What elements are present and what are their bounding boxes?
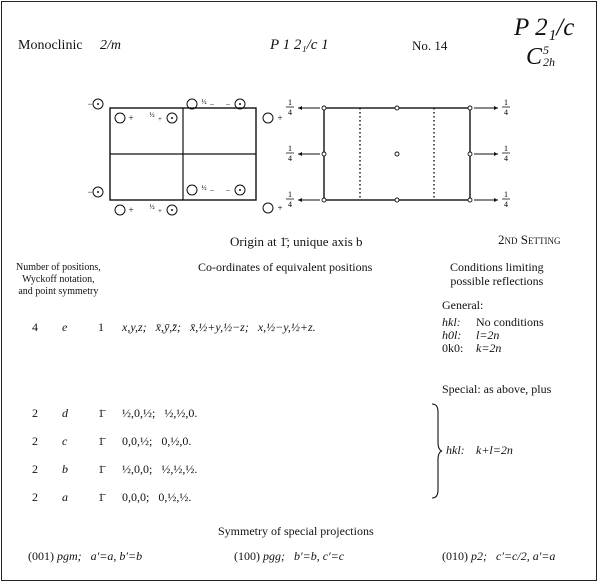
general-position-row [32, 320, 316, 335]
inversion-centre [468, 152, 472, 156]
projection-axis: (100) [234, 549, 260, 563]
coordinates: 0,0,½; 0,½,0. [122, 434, 192, 448]
inversion-centre [468, 106, 472, 110]
arrow-head [298, 198, 302, 202]
right-column-heading [450, 260, 544, 288]
minus-sign: − [87, 99, 93, 109]
inversion-centre [395, 106, 399, 110]
arrow-head [494, 152, 498, 156]
special-position-row [32, 490, 192, 505]
symmetry-elements-diagram [284, 90, 524, 222]
coordinates: ½,0,0; ½,½,½. [122, 462, 198, 476]
multiplicity: 2 [32, 434, 38, 448]
hm-symbol: P 1 2₁/c 1 [270, 37, 329, 53]
half-label: ½ [149, 203, 155, 211]
curly-brace [430, 402, 444, 500]
plus-sign: + [128, 113, 134, 123]
multiplicity: 2 [32, 462, 38, 476]
minus-sign: − [225, 100, 231, 109]
coordinates: ½,0,½; ½,½,0. [122, 406, 198, 420]
plus-sign: + [128, 205, 134, 215]
projection-group: pgg; [263, 549, 285, 563]
condition-index: hkl: [446, 443, 465, 457]
condition-rule: k=2n [476, 341, 502, 355]
quarter-num: 1 [288, 190, 292, 199]
plus-sign: + [277, 203, 283, 213]
comma-mark [239, 103, 241, 105]
heading-line: Number of positions, [16, 262, 101, 273]
minus-sign: − [209, 100, 215, 109]
origin-line: Origin at 1̄; unique axis b [230, 234, 363, 249]
condition-index: 0k0: [442, 341, 464, 355]
projection-relation: b′=b, c′=c [294, 549, 345, 563]
half-label: ½ [201, 98, 207, 106]
heading-line: Conditions limiting [450, 260, 544, 274]
middle-column-heading: Co-ordinates of equivalent positions [198, 260, 373, 274]
comma-mark [171, 209, 173, 211]
projection-group: pgm; [57, 549, 82, 563]
inversion-centre [322, 106, 326, 110]
projection-axis: (010) [442, 549, 468, 563]
brace-path [432, 404, 442, 498]
space-group-page [1, 1, 597, 581]
quarter-den: 4 [288, 200, 292, 209]
group-number: No. 14 [412, 38, 448, 53]
wyckoff-letter: e [62, 320, 68, 334]
short-symbol: P 2₁/c [514, 14, 575, 41]
arrow-head [298, 152, 302, 156]
quarter-den: 4 [504, 154, 508, 163]
plus-sign: + [158, 207, 162, 215]
heading-line: Wyckoff notation, [22, 274, 95, 285]
projection-item [442, 549, 555, 564]
general-positions-diagram [82, 90, 292, 222]
inversion-centres [322, 106, 472, 202]
quarter-den: 4 [504, 200, 508, 209]
plus-sign: + [277, 113, 283, 123]
inversion-centre [395, 152, 399, 156]
multiplicity: 2 [32, 406, 38, 420]
coordinates: x,y,z; x̄,ȳ,z̄; x̄,½+y,½−z; x,½−y,½+z. [122, 320, 316, 334]
special-condition [446, 443, 513, 458]
position-symbols [87, 98, 282, 215]
site-symmetry: 1̄ [98, 462, 104, 476]
condition-index: hkl: [442, 315, 461, 329]
heading-line: and point symmetry [18, 286, 99, 297]
multiplicity: 4 [32, 320, 38, 334]
inversion-centre [395, 198, 399, 202]
projection-item [234, 549, 344, 564]
inversion-centre [322, 198, 326, 202]
arrow-head [494, 198, 498, 202]
quarter-num: 1 [288, 98, 292, 107]
site-symmetry: 1̄ [98, 490, 104, 504]
minus-sign: − [209, 186, 215, 195]
atom-circle [187, 185, 197, 195]
special-position-row [32, 434, 192, 449]
half-label: ½ [149, 111, 155, 119]
projection-relation: a′=a, b′=b [90, 549, 143, 563]
quarter-den: 4 [288, 108, 292, 117]
comma-mark [97, 191, 99, 193]
coordinates: 0,0,0; 0,½,½. [122, 490, 192, 504]
quarter-num: 1 [288, 144, 292, 153]
condition-rule: k+l=2n [476, 443, 513, 457]
arrow-head [494, 106, 498, 110]
inversion-centre [468, 198, 472, 202]
projection-item [28, 549, 142, 564]
site-symmetry: 1 [98, 320, 104, 334]
wyckoff-letter: d [62, 406, 68, 420]
comma-mark [239, 189, 241, 191]
setting-label: 2nd Setting [498, 232, 561, 247]
multiplicity: 2 [32, 490, 38, 504]
condition-rule: l=2n [476, 328, 500, 342]
quarter-num: 1 [504, 98, 508, 107]
projection-axis: (001) [28, 549, 54, 563]
atom-circle [263, 203, 273, 213]
projection-relation: c′=c/2, a′=a [496, 549, 556, 563]
condition-rule: No conditions [476, 315, 544, 329]
site-symmetry: 1̄ [98, 434, 104, 448]
plus-sign: + [158, 115, 162, 123]
atom-circle [115, 205, 125, 215]
projection-group: p2; [471, 549, 487, 563]
special-label: Special: as above, plus [442, 382, 552, 396]
half-label: ½ [201, 184, 207, 192]
quarter-den: 4 [288, 154, 292, 163]
special-position-row [32, 462, 198, 477]
quarter-num: 1 [504, 144, 508, 153]
projections-title: Symmetry of special projections [218, 524, 374, 538]
general-conditions [442, 316, 544, 355]
left-column-heading [16, 262, 101, 298]
atom-circle [263, 113, 273, 123]
wyckoff-letter: c [62, 434, 68, 448]
quarter-den: 4 [504, 108, 508, 117]
schoenflies-sub: 2h [543, 55, 556, 69]
schoenflies-base: C [526, 44, 543, 70]
site-symmetry: 1̄ [98, 406, 104, 420]
wyckoff-letter: a [62, 490, 68, 504]
atom-circle [115, 113, 125, 123]
minus-sign: − [87, 187, 93, 197]
comma-mark [97, 103, 99, 105]
comma-mark [171, 117, 173, 119]
arrow-head [298, 106, 302, 110]
crystal-system [18, 38, 121, 54]
general-label: General: [442, 298, 484, 312]
wyckoff-letter: b [62, 462, 68, 476]
minus-sign: − [225, 186, 231, 195]
system-label: Monoclinic [18, 38, 83, 53]
heading-line: possible reflections [450, 274, 544, 288]
point-group: 2/m [100, 38, 122, 53]
inversion-centre [322, 152, 326, 156]
quarter-num: 1 [504, 190, 508, 199]
condition-row [442, 342, 544, 355]
schoenflies-sup: 5 [543, 43, 550, 57]
special-position-row [32, 406, 198, 421]
schoenflies-symbol [526, 44, 555, 71]
condition-index: h0l: [442, 328, 462, 342]
